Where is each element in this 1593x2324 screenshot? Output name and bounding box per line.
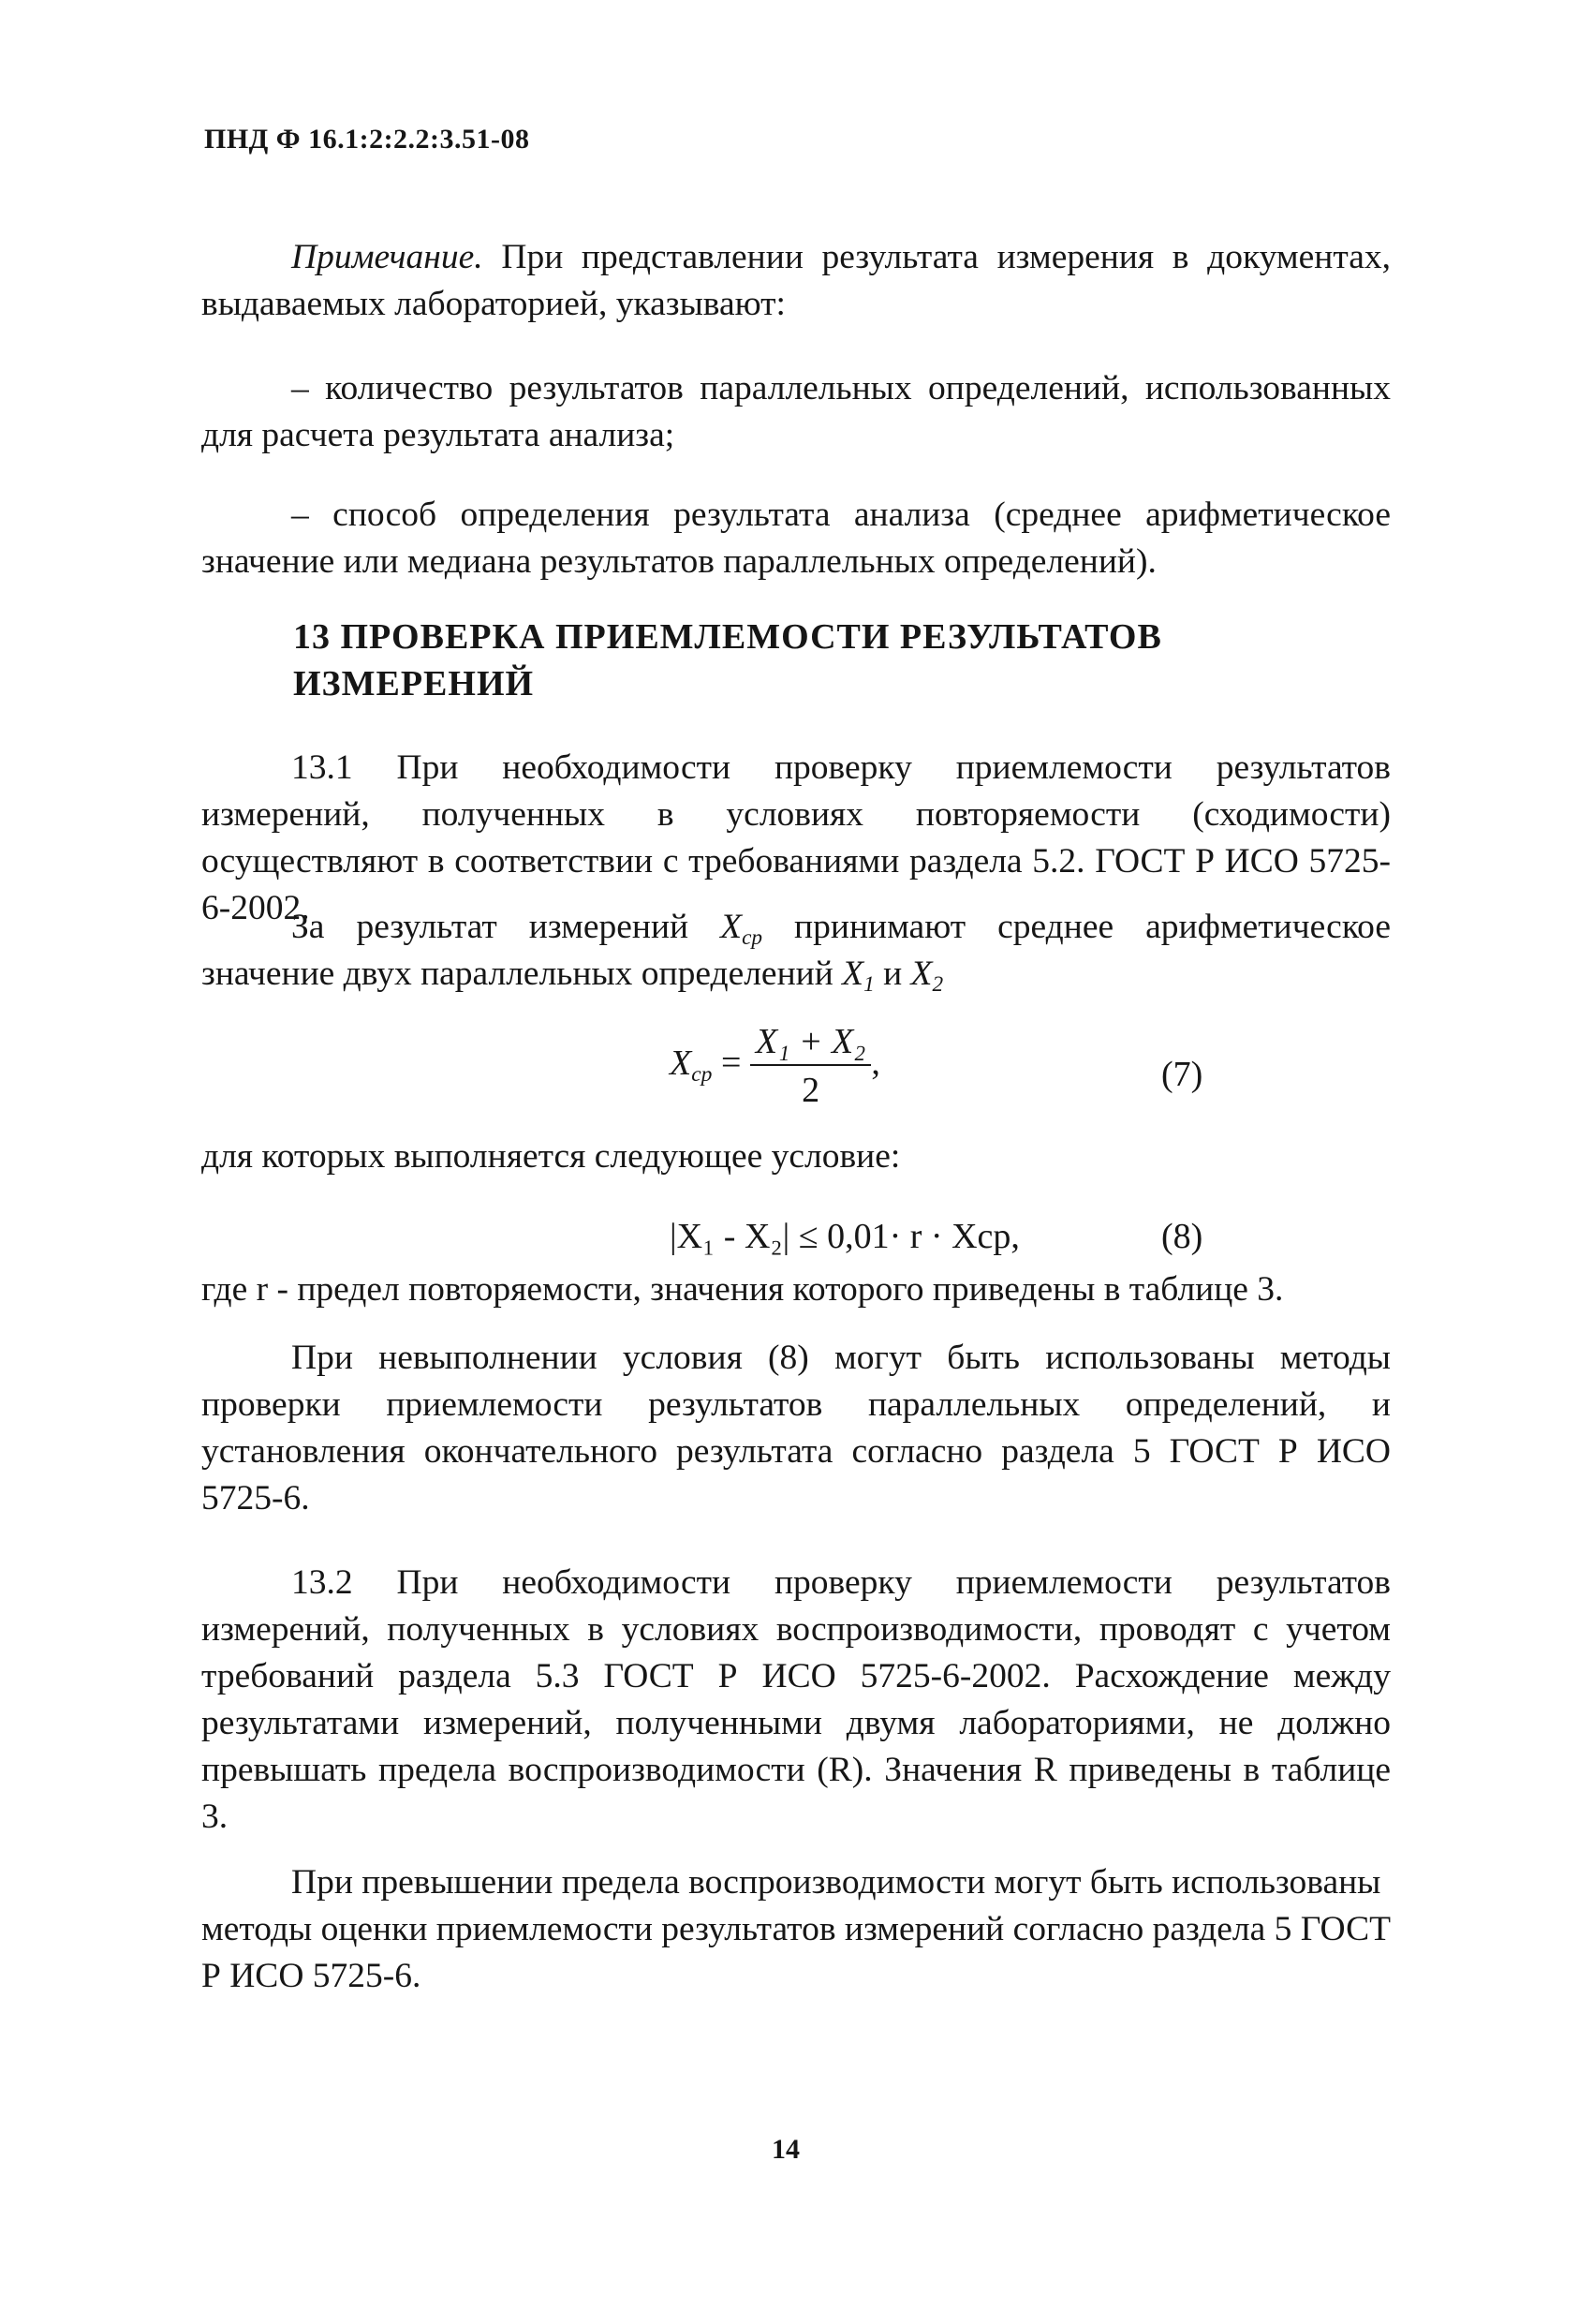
- page-number: 14: [772, 2134, 800, 2165]
- section-heading: [293, 614, 1370, 707]
- reproducibility-exceeded-paragraph: При превышении предела воспроизводимости могут быть использованы методы оценки приемлемости результатов измерений согласно раздела 5 ГОСТ Р ИСО 5725-6.: [201, 1863, 1391, 1995]
- repeatability-limit-paragraph: где r - предел повторяемости, значения которого приведены в таблице 3.: [201, 1270, 1284, 1309]
- formula-7-denominator: 2: [802, 1071, 820, 1110]
- note-paragraph: [201, 234, 1391, 328]
- formula-7-lhs: $X_{ср}$: [670, 1043, 713, 1087]
- formula-7-number: (7): [1161, 1055, 1203, 1094]
- formula-7-equals: =: [712, 1043, 750, 1083]
- paragraph-13-1: 13.1 При необходимости проверку приемлемости результатов измерений, полученных в условиях повторяемости (сходимости) осуществляют в соответствии с требованиями раздела 5.2. ГОСТ Р ИСО 5725-6-2002.: [201, 748, 1391, 927]
- xcp-variable: $X_{ср}$: [720, 908, 763, 950]
- result-definition-paragraph: [201, 904, 1391, 998]
- note-item-count: – количество результатов параллельных определений, использованных для расчета результата анализа;: [201, 369, 1391, 454]
- x1-variable: $X_1$: [842, 955, 875, 997]
- condition-paragraph: для которых выполняется следующее условие:: [201, 1137, 901, 1176]
- document-code-header: ПНД Ф 16.1:2:2.2:3.51-08: [204, 124, 530, 155]
- x2-variable: $X_2$: [910, 955, 944, 997]
- result-text-before: За результат измерений: [291, 908, 721, 946]
- paragraph-13-2: 13.2 При необходимости проверку приемлемости результатов измерений, полученных в условиях воспроизводимости, проводят с учетом требований раздела 5.3 ГОСТ Р ИСО 5725-6-2002. Расхождение между результатами измерений, полученными двумя лабораториями, не должно превышать предела воспроизводимости (R). Значения R приведены в таблице 3.: [201, 1563, 1391, 1836]
- formula-7-fraction: [750, 1021, 872, 1111]
- formula-7-numerator: X₁ + X₂: [750, 1021, 872, 1066]
- section-heading-line2: ИЗМЕРЕНИЙ: [293, 664, 535, 703]
- note-item-method: – способ определения результата анализа (среднее арифметическое значение или медиана результатов параллельных определений).: [201, 496, 1391, 581]
- result-text-and: и: [874, 955, 911, 993]
- formula-7-comma: ,: [871, 1043, 880, 1083]
- formula-7: [670, 1021, 880, 1111]
- result-text-middle: принимают среднее арифметическое значение двух параллельных определений: [201, 908, 1391, 993]
- condition-failure-paragraph: При невыполнении условия (8) могут быть использованы методы проверки приемлемости результатов параллельных определений, и установления окончательного результата согласно раздела 5 ГОСТ Р ИСО 5725-6.: [201, 1339, 1391, 1517]
- section-heading-line1: 13 ПРОВЕРКА ПРИЕМЛЕМОСТИ РЕЗУЛЬТАТОВ: [293, 617, 1162, 657]
- note-label: Примечание.: [291, 238, 483, 276]
- note-text: При представлении результата измерения в документах, выдаваемых лабораторией, указывают:: [201, 238, 1391, 323]
- formula-8-number: (8): [1161, 1217, 1203, 1256]
- formula-8: |X₁ - X₂| ≤ 0,01· r · Xср,: [670, 1217, 1020, 1256]
